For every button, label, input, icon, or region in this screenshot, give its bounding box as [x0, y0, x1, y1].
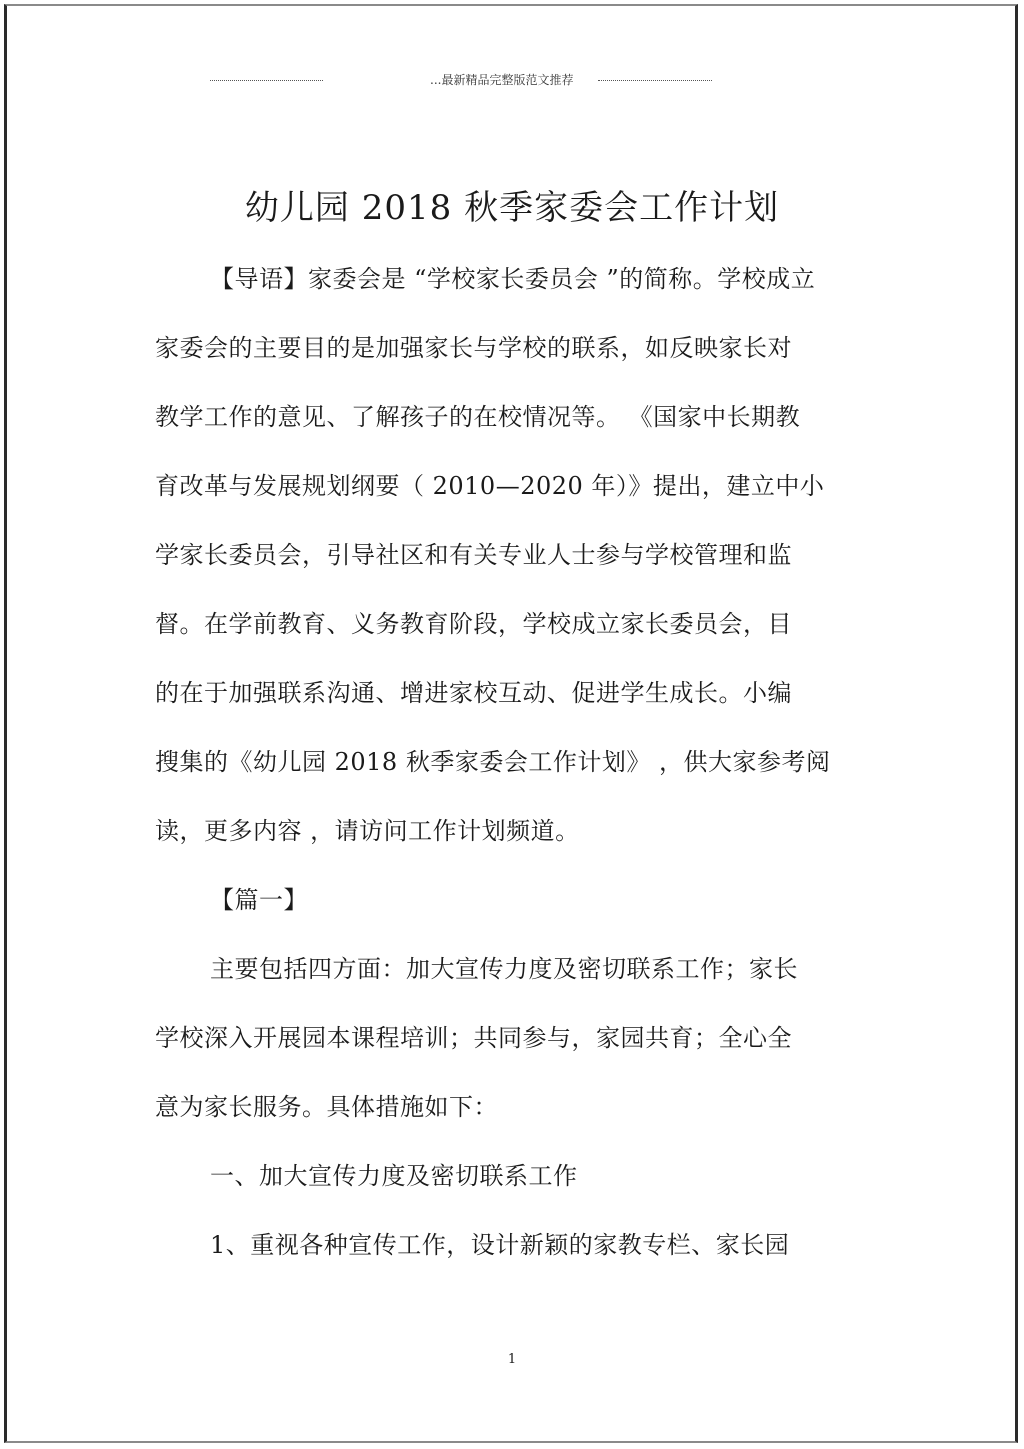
- paragraph-line: 【导语】家委会是 “学校家长委员会 ”的简称。学校成立: [210, 265, 816, 293]
- running-header: ...最新精品完整版范文推荐: [430, 73, 574, 87]
- paragraph-line: 家委会的主要目的是加强家长与学校的联系，如反映家长对: [155, 334, 792, 362]
- paragraph-line: 的在于加强联系沟通、增进家校互动、促进学生成长。小编: [155, 679, 792, 707]
- section-heading: 【篇一】: [210, 886, 308, 914]
- paragraph-line: 教学工作的意见、了解孩子的在校情况等。 《国家中长期教: [155, 403, 801, 431]
- paragraph-line: 读，更多内容 ，请访问工作计划频道。: [155, 817, 580, 845]
- paragraph-line: 育改革与发展规划纲要（ 2010—2020 年）》提出，建立中小: [155, 472, 825, 500]
- header-rule-right: [598, 80, 712, 81]
- paragraph-line: 搜集的《幼儿园 2018 秋季家委会工作计划》 ，供大家参考阅: [155, 748, 831, 776]
- page-number: 1: [507, 1352, 517, 1367]
- paragraph-line: 意为家长服务。具体措施如下：: [155, 1093, 498, 1121]
- document-title: 幼儿园 2018 秋季家委会工作计划: [244, 188, 780, 228]
- subsection-heading: 一、加大宣传力度及密切联系工作: [210, 1162, 578, 1190]
- header-rule-left: [210, 80, 323, 81]
- paragraph-line: 主要包括四方面：加大宣传力度及密切联系工作；家长: [210, 955, 798, 983]
- paragraph-line: 学校深入开展园本课程培训；共同参与，家园共育；全心全: [155, 1024, 792, 1052]
- paragraph-line: 督。在学前教育、义务教育阶段，学校成立家长委员会，目: [155, 610, 792, 638]
- paragraph-line: 1、重视各种宣传工作，设计新颖的家教专栏、家长园: [210, 1231, 790, 1259]
- paragraph-line: 学家长委员会，引导社区和有关专业人士参与学校管理和监: [155, 541, 792, 569]
